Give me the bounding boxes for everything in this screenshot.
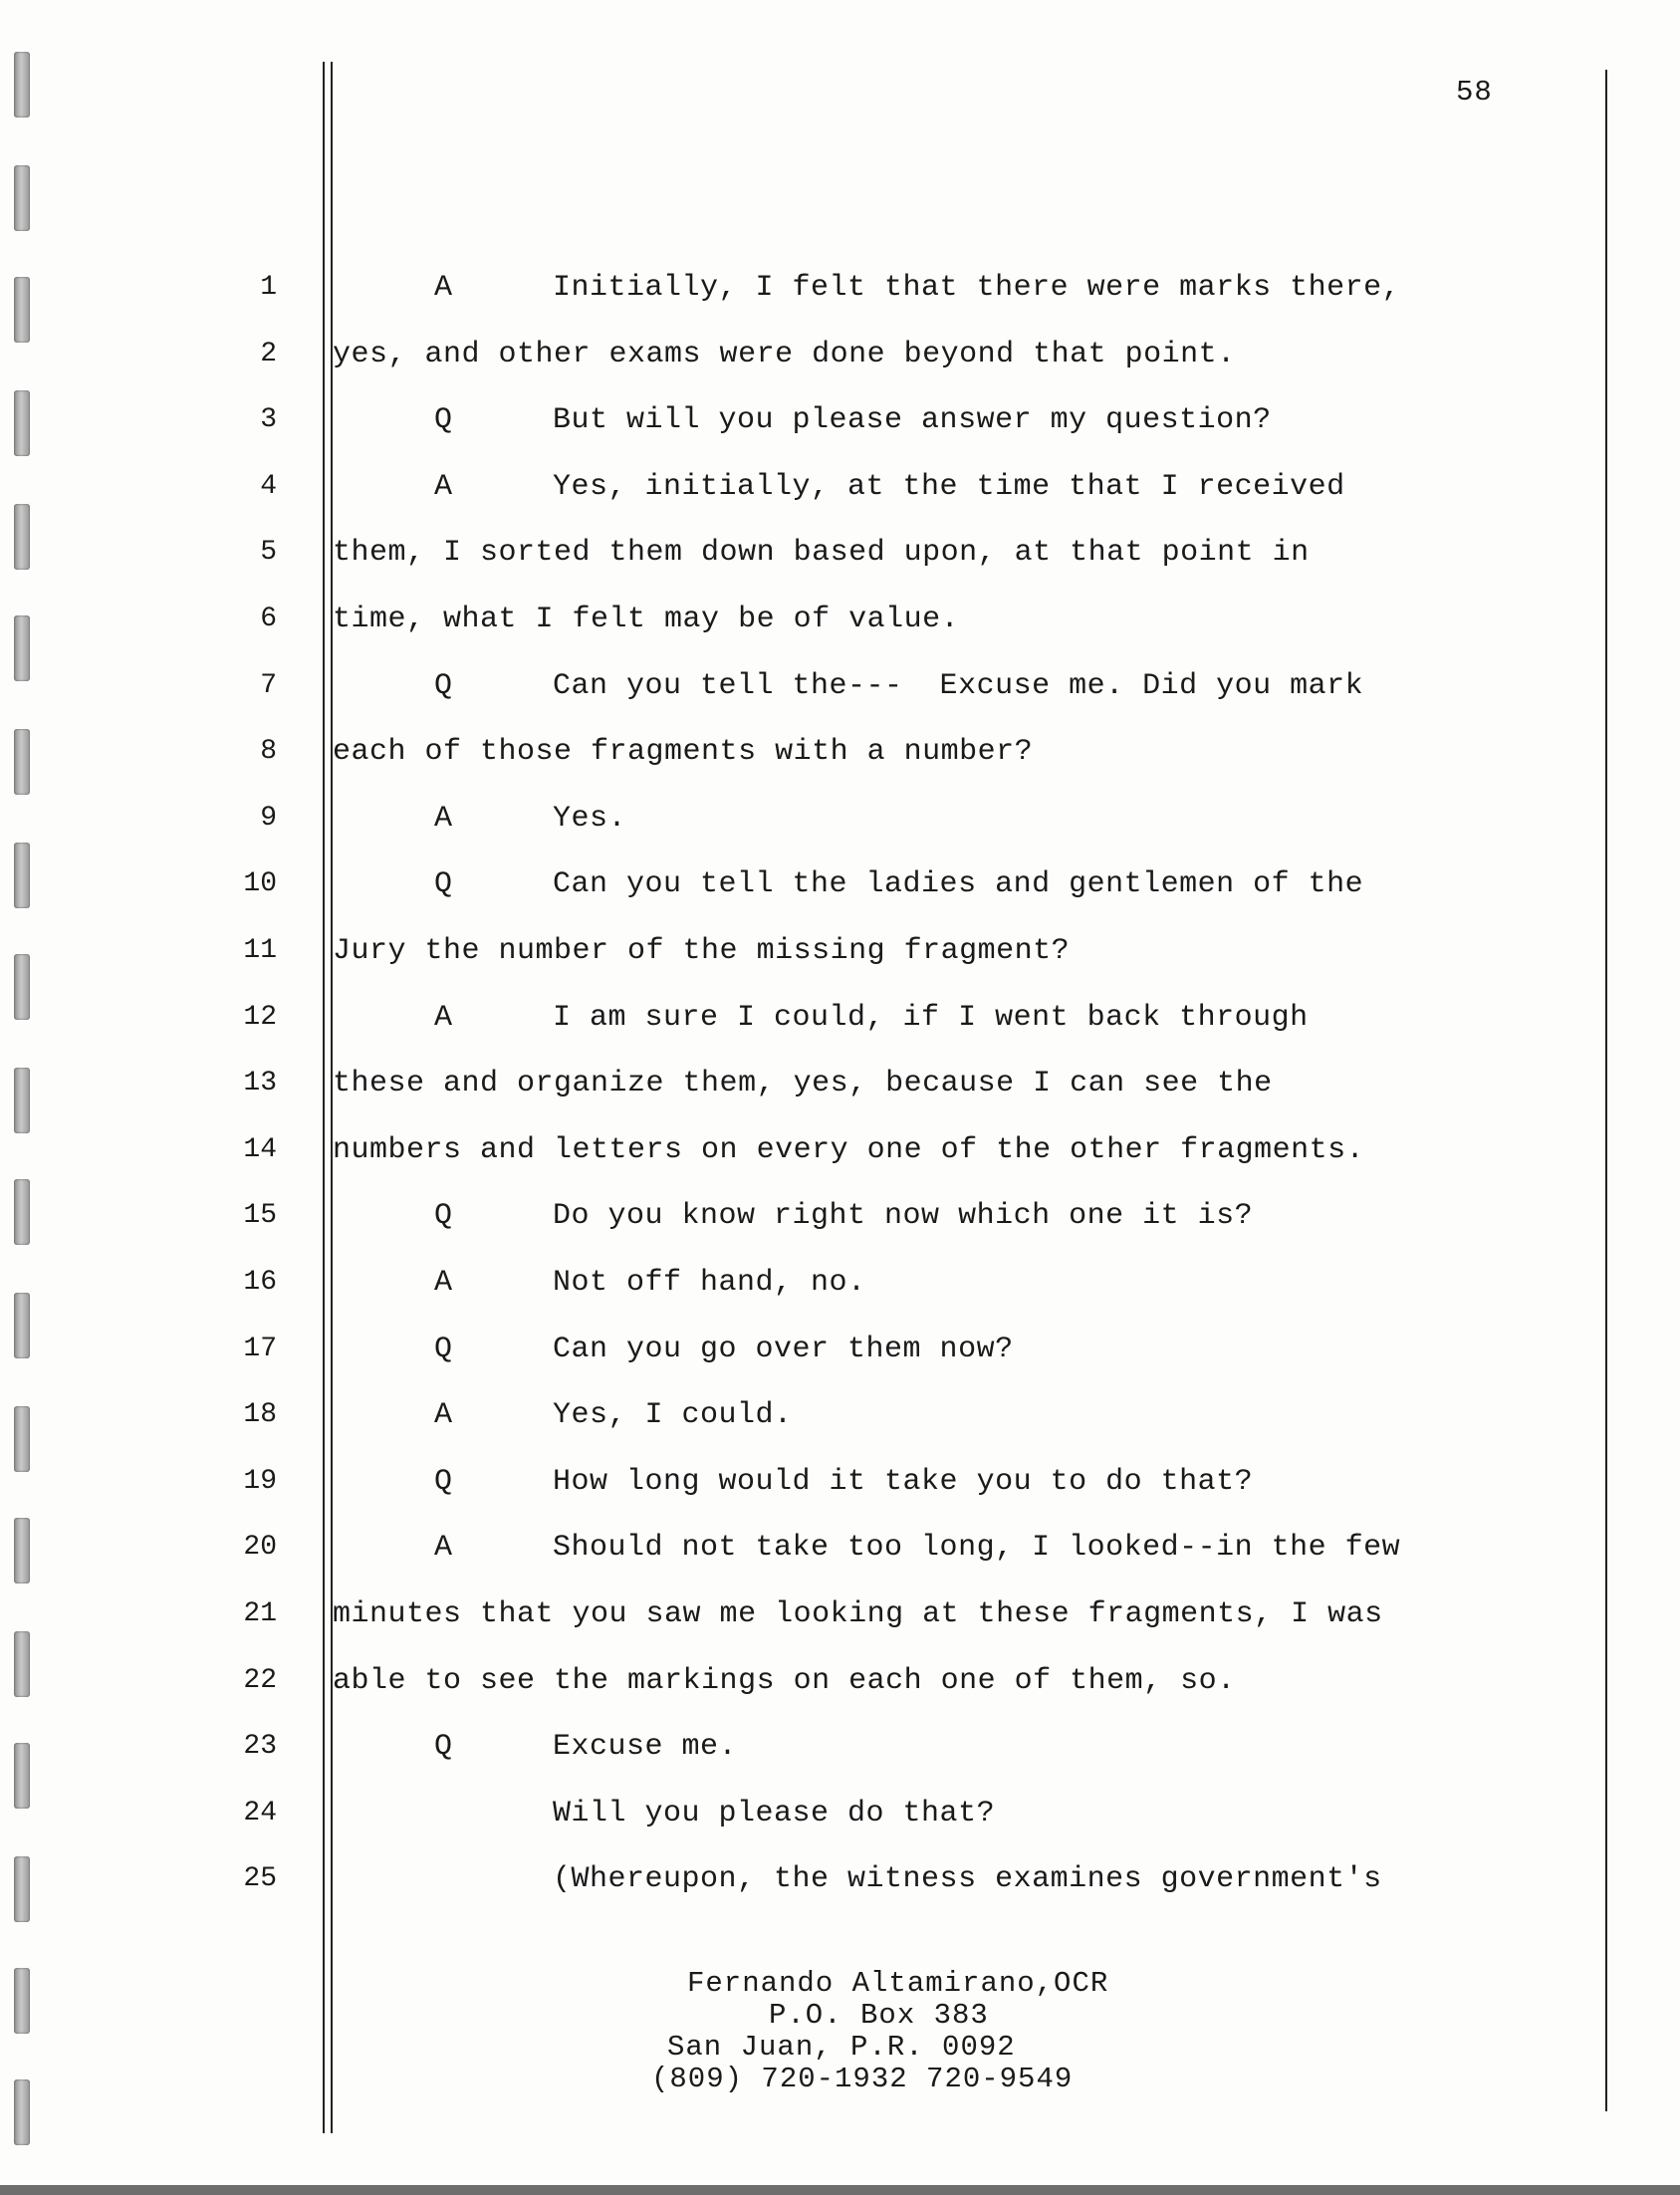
line-number: 11: [243, 935, 277, 966]
line-number: 17: [243, 1334, 277, 1364]
speaker-label: A: [434, 1398, 453, 1432]
binder-hole: [14, 1179, 30, 1245]
speaker-label: Q: [434, 1333, 453, 1366]
line-number: 8: [260, 736, 277, 767]
line-text: each of those fragments with a number?: [333, 735, 1034, 769]
line-number: 5: [260, 537, 277, 568]
speaker-label: A: [434, 802, 453, 836]
line-text: Will you please do that?: [553, 1797, 996, 1830]
line-number: 21: [243, 1598, 277, 1629]
line-number: 10: [243, 868, 277, 899]
binder-hole: [14, 1518, 30, 1584]
speaker-label: Q: [434, 669, 453, 703]
line-number: 23: [243, 1731, 277, 1762]
line-text: But will you please answer my question?: [553, 403, 1272, 437]
line-number: 9: [260, 803, 277, 834]
line-number: 25: [243, 1863, 277, 1894]
speaker-label: Q: [434, 1199, 453, 1233]
line-text: these and organize them, yes, because I can see the: [333, 1067, 1273, 1100]
binder-hole: [14, 52, 30, 118]
binder-hole: [14, 504, 30, 570]
line-text: (Whereupon, the witness examines government's: [553, 1862, 1382, 1896]
binder-hole: [14, 390, 30, 456]
speaker-label: Q: [434, 1730, 453, 1764]
line-text: I am sure I could, if I went back through: [553, 1001, 1309, 1035]
line-text: Can you tell the--- Excuse me. Did you mark: [553, 669, 1364, 703]
binder-hole: [14, 1631, 30, 1697]
line-text: Can you tell the ladies and gentlemen of the: [553, 867, 1364, 901]
line-number: 3: [260, 404, 277, 435]
speaker-label: Q: [434, 1465, 453, 1499]
binder-hole: [14, 165, 30, 231]
line-number: 14: [243, 1134, 277, 1165]
line-text: How long would it take you to do that?: [553, 1465, 1254, 1499]
line-text: Jury the number of the missing fragment?: [333, 934, 1071, 968]
line-number: 13: [243, 1068, 277, 1098]
speaker-label: Q: [434, 867, 453, 901]
reporter-city: San Juan, P.R. 0092: [667, 2031, 1016, 2064]
line-text: Not off hand, no.: [553, 1266, 866, 1300]
line-text: Should not take too long, I looked--in the few: [553, 1531, 1401, 1565]
reporter-name: Fernando Altamirano,OCR: [687, 1967, 1109, 2000]
line-text: able to see the markings on each one of them, so.: [333, 1664, 1236, 1698]
line-text: time, what I felt may be of value.: [333, 603, 960, 636]
binder-hole: [14, 1856, 30, 1922]
line-text: Initially, I felt that there were marks there,: [553, 271, 1401, 305]
binder-hole: [14, 1968, 30, 2034]
line-text: Can you go over them now?: [553, 1333, 1014, 1366]
line-number: 16: [243, 1267, 277, 1298]
line-text: them, I sorted them down based upon, at that point in: [333, 536, 1310, 570]
binder-hole: [14, 954, 30, 1020]
binder-hole: [14, 615, 30, 681]
line-number: 24: [243, 1798, 277, 1829]
line-number: 4: [260, 471, 277, 502]
line-number: 6: [260, 604, 277, 634]
binder-hole: [14, 1743, 30, 1809]
binder-hole: [14, 1406, 30, 1472]
speaker-label: Q: [434, 403, 453, 437]
line-number: 12: [243, 1002, 277, 1033]
speaker-label: A: [434, 271, 453, 305]
line-text: Yes.: [553, 802, 627, 836]
scan-bottom-edge: [0, 2185, 1680, 2195]
line-number: 22: [243, 1665, 277, 1696]
binder-hole: [14, 843, 30, 908]
line-number: 1: [260, 272, 277, 303]
line-text: Yes, I could.: [553, 1398, 793, 1432]
speaker-label: A: [434, 470, 453, 504]
line-number: 15: [243, 1200, 277, 1231]
line-number: 18: [243, 1399, 277, 1430]
line-text: Do you know right now which one it is?: [553, 1199, 1254, 1233]
line-number: 7: [260, 670, 277, 701]
reporter-po-box: P.O. Box 383: [769, 1999, 989, 2032]
line-text: yes, and other exams were done beyond that point.: [333, 338, 1236, 371]
binder-hole: [14, 729, 30, 795]
left-margin-rule-outer: [323, 62, 325, 2133]
line-number: 19: [243, 1466, 277, 1497]
line-text: Yes, initially, at the time that I received: [553, 470, 1345, 504]
line-text: Excuse me.: [553, 1730, 738, 1764]
binder-hole: [14, 1293, 30, 1358]
speaker-label: A: [434, 1001, 453, 1035]
line-number: 2: [260, 339, 277, 369]
line-text: minutes that you saw me looking at these fragments, I was: [333, 1597, 1383, 1631]
binder-hole: [14, 1068, 30, 1133]
line-number: 20: [243, 1532, 277, 1563]
right-margin-rule: [1605, 70, 1607, 2111]
speaker-label: A: [434, 1266, 453, 1300]
reporter-phone: (809) 720-1932 720-9549: [651, 2063, 1074, 2095]
speaker-label: A: [434, 1531, 453, 1565]
page-number: 58: [1456, 76, 1493, 109]
line-text: numbers and letters on every one of the other fragments.: [333, 1133, 1365, 1167]
binder-hole: [14, 2079, 30, 2145]
binder-hole: [14, 277, 30, 343]
